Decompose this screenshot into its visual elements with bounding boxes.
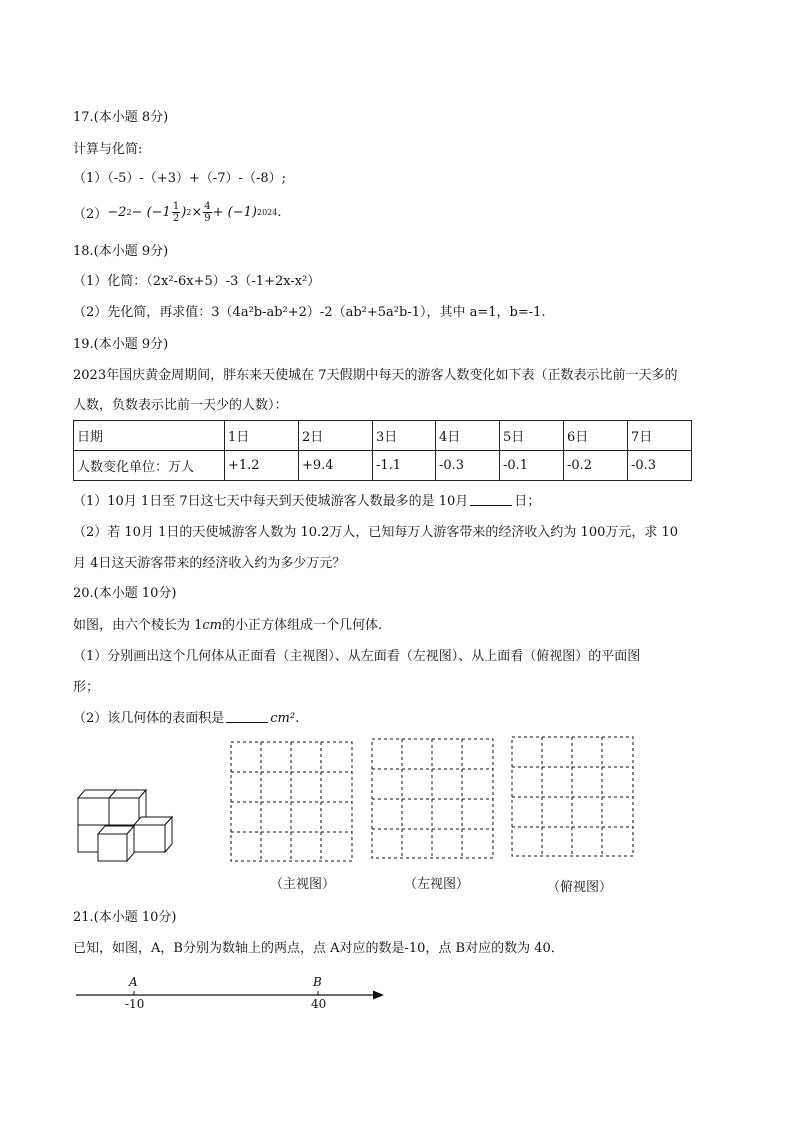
- table-cell: -0.3: [628, 451, 692, 481]
- front-view-grid[interactable]: [230, 741, 354, 863]
- table-cell: -0.2: [564, 451, 628, 481]
- point-a-value: -10: [125, 997, 145, 1011]
- front-view-caption: （主视图）: [270, 877, 336, 892]
- q17-frac2-den: 9: [204, 212, 211, 224]
- table-cell: +9.4: [299, 451, 373, 481]
- q19-text-line2: 人数，负数表示比前一天少的人数）：: [73, 398, 288, 413]
- top-view-grid[interactable]: [511, 736, 635, 858]
- q17-part2: [73, 196, 281, 228]
- q17-heading: 17.(本小题 8分): [73, 110, 169, 125]
- visitor-change-table: [73, 420, 692, 481]
- q20-text-a: 如图，由六个棱长为 1: [73, 618, 203, 633]
- q20-text: [73, 614, 382, 633]
- q17-expr-a: −2: [107, 204, 127, 220]
- cube-solid-figure: [72, 782, 182, 862]
- answer-blank[interactable]: [470, 494, 512, 506]
- table-cell: 4日: [436, 421, 500, 451]
- point-b-label: B: [313, 975, 322, 989]
- answer-blank[interactable]: [226, 711, 268, 723]
- table-cell: +1.2: [225, 451, 299, 481]
- table-cell: -0.3: [436, 451, 500, 481]
- q19-heading: 19.(本小题 9分): [73, 337, 169, 352]
- table-row: [74, 421, 692, 451]
- q20-text-b: 的小正方体组成一个几何体.: [222, 618, 383, 633]
- number-line: [74, 986, 388, 1006]
- table-cell: 3日: [373, 421, 436, 451]
- left-view-grid[interactable]: [371, 738, 495, 860]
- q19-text-line1: 2023年国庆黄金周期间，胖东来天使城在 7天假期中每天的游客人数变化如下表（正数表示比前一天多的: [73, 368, 678, 383]
- q20-unit: cm: [202, 618, 223, 633]
- q18-part2: （2）先化简，再求值：3（4a²b-ab²+2）-2（ab²+5a²b-1），其中 a=1，b=-1.: [73, 305, 546, 320]
- q19-part1-end: 日；: [514, 494, 541, 509]
- top-view-caption: （俯视图）: [547, 880, 613, 895]
- cube-front-face: [98, 834, 127, 861]
- q17-exp-c: 2: [186, 207, 192, 217]
- q17-expr-b: − (−1: [131, 204, 171, 220]
- q20-part2-unit: cm²: [270, 711, 296, 726]
- number-line-arrow: [373, 991, 384, 1000]
- q20-part1-line1: （1）分别画出这个几何体从正面看（主视图）、从左面看（左视图）、从上面看（俯视图）的平面图: [73, 649, 641, 664]
- table-cell: 5日: [500, 421, 564, 451]
- q17-expr-d: + (−1): [212, 204, 257, 220]
- point-a-label: A: [129, 975, 138, 989]
- q17-period: .: [277, 204, 282, 220]
- q19-part1: [73, 490, 540, 509]
- q17-frac-num: 1: [172, 200, 180, 212]
- q17-frac2-num: 4: [204, 200, 211, 212]
- q21-heading: 21.(本小题 10分): [73, 910, 177, 925]
- q19-part2-line2: 月 4日这天游客带来的经济收入约为多少万元？: [73, 556, 346, 571]
- q19-part1-text: （1）10月 1日至 7日这七天中每天到天使城游客人数最多的是 10月: [73, 494, 469, 509]
- q17-part2-prefix: （2）: [73, 206, 108, 222]
- cube-front-face: [134, 825, 165, 852]
- cube-front-face: [109, 798, 139, 825]
- q20-part1-line2: 形；: [73, 680, 100, 695]
- table-cell: 7日: [628, 421, 692, 451]
- table-cell: -1.1: [373, 451, 436, 481]
- table-cell: 1日: [225, 421, 299, 451]
- q17-frac-den: 2: [172, 212, 180, 224]
- q19-part2-line1: （2）若 10月 1日的天使城游客人数为 10.2万人，已知每万人游客带来的经济收入约为 100万元，求 10: [73, 525, 679, 540]
- table-cell: 2日: [299, 421, 373, 451]
- q18-heading: 18.(本小题 9分): [73, 244, 169, 259]
- table-cell: -0.1: [500, 451, 564, 481]
- q21-text: 已知，如图，A，B分别为数轴上的两点，点 A对应的数是-10，点 B对应的数为 40．: [73, 941, 564, 956]
- q17-expr-c: ): [181, 204, 187, 220]
- q20-part2-end: .: [295, 711, 300, 726]
- q17-times: ×: [191, 204, 203, 220]
- q17-fraction-four-ninths: [203, 201, 211, 224]
- q20-part2-text: （2）该几何体的表面积是: [73, 711, 225, 726]
- q17-exp-d: 2024: [256, 207, 278, 217]
- table-cell: 人数变化单位：万人: [74, 451, 225, 481]
- q17-intro: 计算与化简:: [73, 142, 143, 157]
- cube-front-face: [78, 798, 109, 825]
- q17-part1: （1）（-5）-（+3）+（-7）-（-8）;: [73, 171, 286, 186]
- point-b-value: 40: [311, 997, 327, 1011]
- table-row: [74, 451, 692, 481]
- table-cell: 6日: [564, 421, 628, 451]
- q20-heading: 20.(本小题 10分): [73, 586, 177, 601]
- q17-fraction-half: [172, 201, 180, 224]
- left-view-caption: （左视图）: [404, 877, 470, 892]
- table-cell: 日期: [74, 421, 225, 451]
- q17-exp-a: 2: [126, 207, 132, 217]
- q20-part2: [73, 707, 299, 726]
- q18-part1: （1）化简：（2x²-6x+5）-3（-1+2x-x²）: [73, 274, 321, 289]
